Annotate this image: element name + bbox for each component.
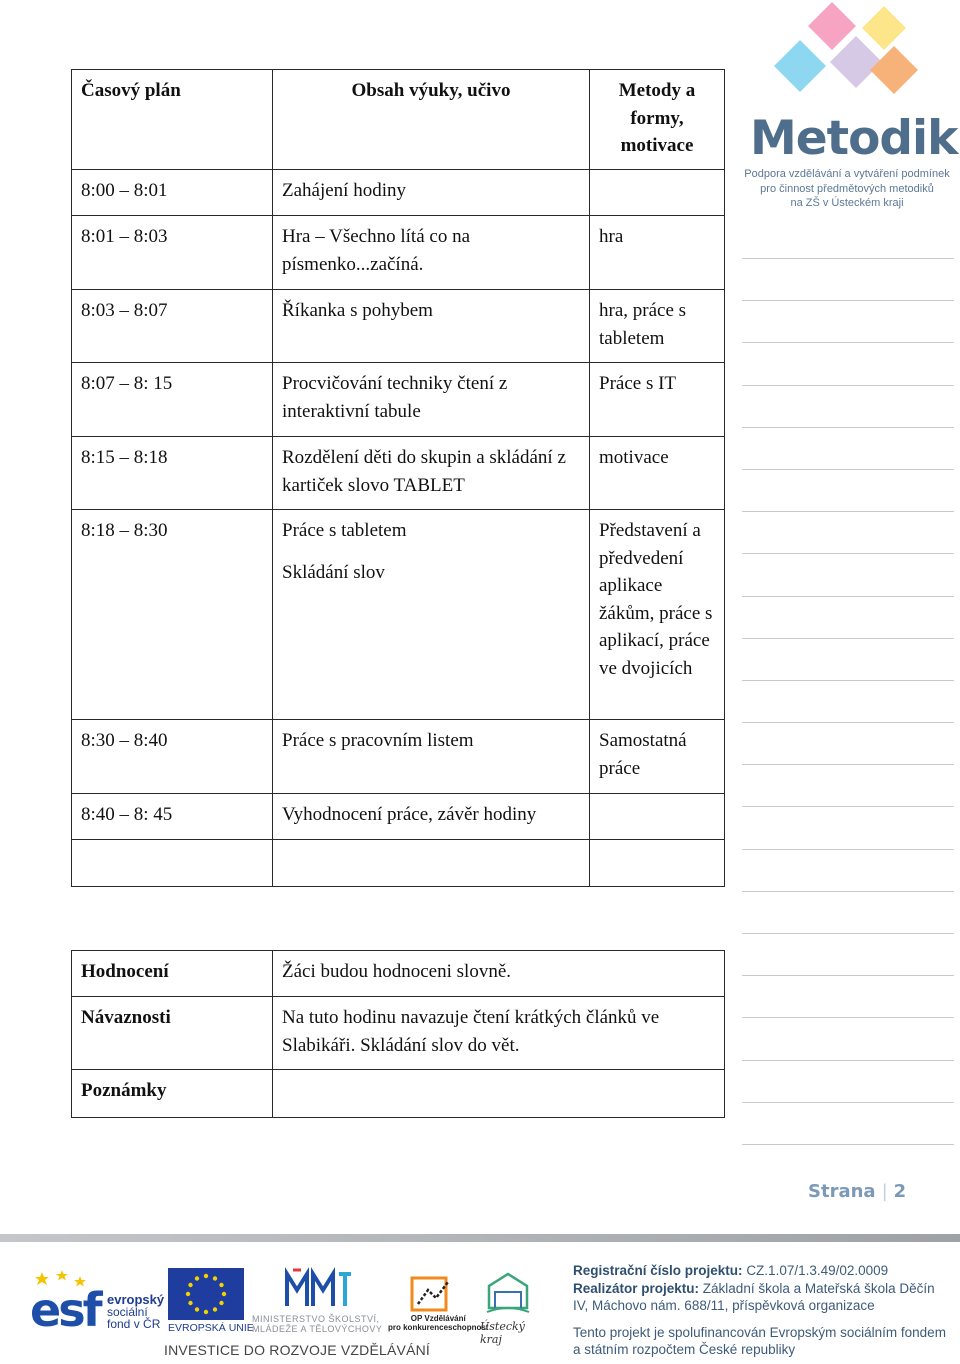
table-row	[72, 363, 725, 437]
diamond-logo-icon	[770, 0, 930, 110]
time-plan-table	[71, 69, 725, 887]
header-time: Časový plán	[72, 70, 273, 170]
row-content: Hra – Všechno lítá co na písmenko...začíná.	[273, 216, 590, 290]
row-content: Procvičování techniky čtení z interaktivní tabule	[273, 363, 590, 437]
summary-table	[71, 950, 725, 1118]
logo-wordmark: Metodik	[750, 111, 958, 166]
table-row	[72, 437, 725, 510]
footer-divider-bar	[0, 1234, 960, 1242]
row-time: 8:01 – 8:03	[72, 216, 273, 290]
metodik-logo	[742, 0, 960, 215]
row-time: 8:03 – 8:07	[72, 290, 273, 363]
svg-text:esf: esf	[30, 1283, 100, 1332]
summary-row	[72, 951, 725, 997]
row-time: 8:18 – 8:30	[72, 510, 273, 720]
project-implementer: Realizátor projektu: Základní škola a Mateřská škola Děčín IV, Máchovo nám. 688/11, příspěvková organizace	[573, 1280, 935, 1313]
msmt-label: MINISTERSTVO ŠKOLSTVÍ, MLÁDEŽE A TĚLOVÝCHOVY	[252, 1314, 383, 1334]
logo-tagline: Podpora vzdělávání a vytváření podmínek pro činnost předmětových metodiků na ZŠ v Ústeckém kraji	[744, 168, 950, 209]
row-methods	[590, 794, 725, 840]
summary-label: Návaznosti	[72, 997, 273, 1070]
invest-slogan: INVESTICE DO ROZVOJE VZDĚLÁVÁNÍ	[164, 1342, 431, 1358]
funding-statement: Tento projekt je spolufinancován Evropským sociálním fondem a státním rozpočtem České republiky	[573, 1324, 946, 1357]
summary-text	[273, 1070, 725, 1118]
header-methods: Metody a formy, motivace	[590, 70, 725, 170]
row-content: Zahájení hodiny	[273, 170, 590, 216]
row-content: Práce s tabletem Skládání slov	[273, 510, 590, 720]
project-info	[573, 1262, 953, 1359]
summary-label: Hodnocení	[72, 951, 273, 997]
row-methods: motivace	[590, 437, 725, 510]
summary-text: Žáci budou hodnoceni slovně.	[273, 951, 725, 997]
header-content: Obsah výuky, učivo	[273, 70, 590, 170]
row-content: Vyhodnocení práce, závěr hodiny	[273, 794, 590, 840]
row-methods: Práce s IT	[590, 363, 725, 437]
row-time: 8:15 – 8:18	[72, 437, 273, 510]
row-methods	[590, 170, 725, 216]
summary-row	[72, 1070, 725, 1118]
row-methods: hra	[590, 216, 725, 290]
row-content: Rozdělení děti do skupin a skládání z kartiček slovo TABLET	[273, 437, 590, 510]
row-methods: hra, práce s tabletem	[590, 290, 725, 363]
registration-number: Registrační číslo projektu: CZ.1.07/1.3.49/02.0009	[573, 1263, 889, 1278]
row-methods: Samostatná práce	[590, 720, 725, 794]
summary-label: Poznámky	[72, 1070, 273, 1118]
table-row	[72, 510, 725, 720]
msmt-logo-icon	[283, 1266, 353, 1312]
row-time: 8:40 – 8: 45	[72, 794, 273, 840]
table-header-row	[72, 70, 725, 170]
row-time: 8:00 – 8:01	[72, 170, 273, 216]
funding-logos	[28, 1262, 548, 1362]
op-vk-logo-icon	[408, 1274, 456, 1316]
row-time: 8:07 – 8: 15	[72, 363, 273, 437]
table-row	[72, 170, 725, 216]
esf-logo-icon	[28, 1268, 104, 1332]
op-vk-label: OP Vzdělávání pro konkurenceschopnost	[388, 1314, 489, 1332]
eu-label: EVROPSKÁ UNIE	[168, 1322, 254, 1334]
row-content: Říkanka s pohybem	[273, 290, 590, 363]
table-row	[72, 216, 725, 290]
esf-label: evropský sociální fond v ČR	[107, 1292, 165, 1331]
row-time: 8:30 – 8:40	[72, 720, 273, 794]
summary-row	[72, 997, 725, 1070]
table-row	[72, 290, 725, 363]
row-methods: Představení a předvedení aplikace žákům, práce s aplikací, práce ve dvojicích	[590, 510, 725, 720]
ustecky-kraj-logo-icon	[483, 1270, 533, 1320]
row-content: Práce s pracovním listem	[273, 720, 590, 794]
ustecky-kraj-label: Ústecký kraj	[480, 1320, 525, 1346]
ruled-note-lines	[742, 258, 954, 1186]
summary-text: Na tuto hodinu navazuje čtení krátkých článků ve Slabikáři. Skládání slov do vět.	[273, 997, 725, 1070]
table-row-empty	[72, 840, 725, 887]
table-row	[72, 794, 725, 840]
eu-flag-icon	[168, 1268, 244, 1320]
table-row	[72, 720, 725, 794]
page-number: Strana | 2	[808, 1181, 907, 1202]
